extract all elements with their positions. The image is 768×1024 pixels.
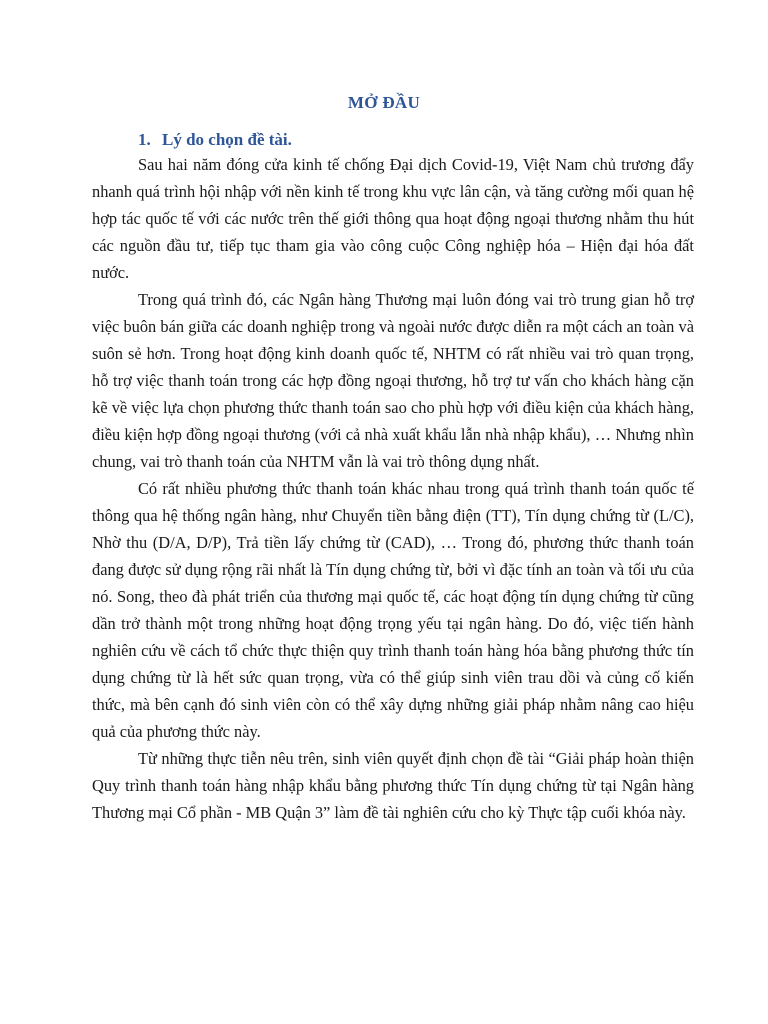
body-text (92, 151, 694, 826)
paragraph: Trong quá trình đó, các Ngân hàng Thương mại luôn đóng vai trò trung gian hỗ trợ việc buôn bán giữa các doanh nghiệp trong và ngoài nước được diễn ra một cách an toàn và suôn sẻ hơn. Trong hoạt động kinh doanh quốc tế, NHTM có rất nhiều vai trò quan trọng, hỗ trợ việc thanh toán trong các hợp đồng ngoại thương, hỗ trợ tư vấn cho khách hàng cặn kẽ về việc lựa chọn phương thức thanh toán sao cho phù hợp với điều kiện của khách hàng, điều kiện hợp đồng ngoại thương (với cả nhà xuất khẩu lẫn nhà nhập khẩu), … Nhưng nhìn chung, vai trò thanh toán của NHTM vẫn là vai trò thông dụng nhất. (92, 290, 694, 471)
section-heading-text: Lý do chọn đề tài. (162, 130, 292, 149)
paragraph: Sau hai năm đóng cửa kinh tế chống Đại dịch Covid-19, Việt Nam chủ trương đẩy nhanh quá trình hội nhập với nền kinh tế trong khu vực lân cận, và tăng cường mối quan hệ hợp tác quốc tế với các nước trên thế giới thông qua hoạt động ngoại thương nhằm thu hút các nguồn đầu tư, tiếp tục tham gia vào công cuộc Công nghiệp hóa – Hiện đại hóa đất nước. (92, 155, 694, 282)
section-number: 1. (138, 130, 151, 149)
paragraph: Có rất nhiều phương thức thanh toán khác nhau trong quá trình thanh toán quốc tế thông qua hệ thống ngân hàng, như Chuyển tiền bằng điện (TT), Tín dụng chứng từ (L/C), Nhờ thu (D/A, D/P), Trả tiền lấy chứng từ (CAD), … Trong đó, phương thức thanh toán đang được sử dụng rộng rãi nhất là Tín dụng chứng từ, bởi vì đặc tính an toàn và tối ưu của nó. Song, theo đà phát triển của thương mại quốc tế, các hoạt động tín dụng chứng từ cũng dần trở thành một trong những hoạt động trọng yếu tại ngân hàng. Do đó, việc tiến hành nghiên cứu về cách tổ chức thực thiện quy trình thanh toán hàng hóa bằng phương thức tín dụng chứng từ là hết sức quan trọng, vừa có thể giúp sinh viên trau dồi và củng cố kiến thức, mà bên cạnh đó sinh viên còn có thể xây dựng những giải pháp nhằm nâng cao hiệu quả của phương thức này. (92, 479, 694, 741)
paragraph: Từ những thực tiễn nêu trên, sinh viên quyết định chọn đề tài “Giải pháp hoàn thiện Quy trình thanh toán hàng nhập khẩu bằng phương thức Tín dụng chứng từ tại Ngân hàng Thương mại Cổ phần - MB Quận 3” làm đề tài nghiên cứu cho kỳ Thực tập cuối khóa này. (92, 749, 694, 822)
document-title: MỞ ĐẦU (347, 93, 421, 112)
section-heading (138, 130, 292, 150)
